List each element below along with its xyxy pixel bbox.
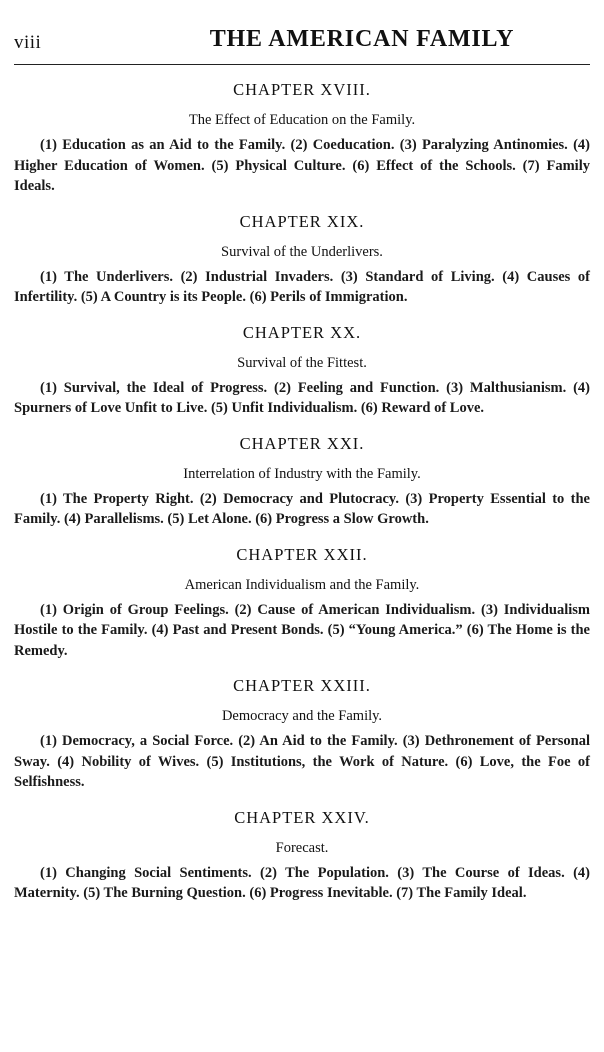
- chapter-xx: [14, 322, 590, 419]
- chapter-title: Survival of the Fittest.: [237, 354, 367, 371]
- chapter-xix: [14, 211, 590, 308]
- running-head: [14, 22, 590, 65]
- chapter-title: Forecast.: [275, 839, 329, 856]
- chapter-xviii: [14, 79, 590, 197]
- chapter-title: The Effect of Education on the Family.: [188, 112, 416, 128]
- chapter-heading: CHAPTER XXII.: [236, 544, 368, 564]
- chapter-contents: (1) Origin of Group Feelings. (2) Cause of American Individualism. (3) Individualism Hostile to the Family. (4) Past and Present Bonds. (5) “Young America.” (6) The Home is the Remedy.: [14, 601, 590, 659]
- chapter-xxii: [14, 544, 590, 662]
- chapter-contents: (1) The Underlivers. (2) Industrial Invaders. (3) Standard of Living. (4) Causes of Infertility. (5) A Country is its People. (6) Perils of Immigration.: [14, 268, 590, 305]
- chapter-title: American Individualism and the Family.: [184, 576, 420, 593]
- chapter-title: Democracy and the Family.: [221, 708, 383, 724]
- chapter-heading: CHAPTER XXIII.: [233, 676, 371, 695]
- book-title: THE AMERICAN FAMILY: [209, 26, 515, 52]
- chapter-contents: (1) The Property Right. (2) Democracy and Plutocracy. (3) Property Essential to the Family. (4) Parallelisms. (5) Let Alone. (6) Progress a Slow Growth.: [14, 490, 590, 527]
- chapter-heading: CHAPTER XVIII.: [233, 80, 371, 99]
- book-page: [14, 22, 590, 904]
- chapter-heading: CHAPTER XX.: [242, 322, 362, 342]
- page-number: viii: [14, 32, 42, 53]
- chapter-contents: (1) Education as an Aid to the Family. (2) Coeducation. (3) Paralyzing Antinomies. (4) Higher Education of Women. (5) Physical Culture. (6) Effect of the Schools. (7) Family Ideals.: [14, 137, 590, 194]
- chapter-contents: (1) Changing Social Sentiments. (2) The Population. (3) The Course of Ideas. (4) Maternity. (5) The Burning Question. (6) Progress Inevitable. (7) The Family Ideal.: [14, 864, 590, 901]
- chapter-xxiv: [14, 807, 590, 904]
- chapter-title: Interrelation of Industry with the Family.: [183, 465, 421, 482]
- chapter-contents: (1) Survival, the Ideal of Progress. (2) Feeling and Function. (3) Malthusianism. (4) Spurners of Love Unfit to Live. (5) Unfit Individualism. (6) Reward of Love.: [14, 379, 590, 416]
- chapter-title: Survival of the Underlivers.: [221, 243, 383, 260]
- chapter-heading: CHAPTER XXI.: [239, 433, 365, 453]
- chapter-xxiii: [14, 675, 590, 793]
- chapter-xxi: [14, 433, 590, 530]
- chapter-heading: CHAPTER XIX.: [239, 211, 365, 231]
- chapter-contents: (1) Democracy, a Social Force. (2) An Aid to the Family. (3) Dethronement of Personal Sway. (4) Nobility of Wives. (5) Institutions, the Work of Nature. (6) Love, the Foe of Selfishness.: [14, 733, 590, 790]
- chapter-heading: CHAPTER XXIV.: [234, 807, 370, 827]
